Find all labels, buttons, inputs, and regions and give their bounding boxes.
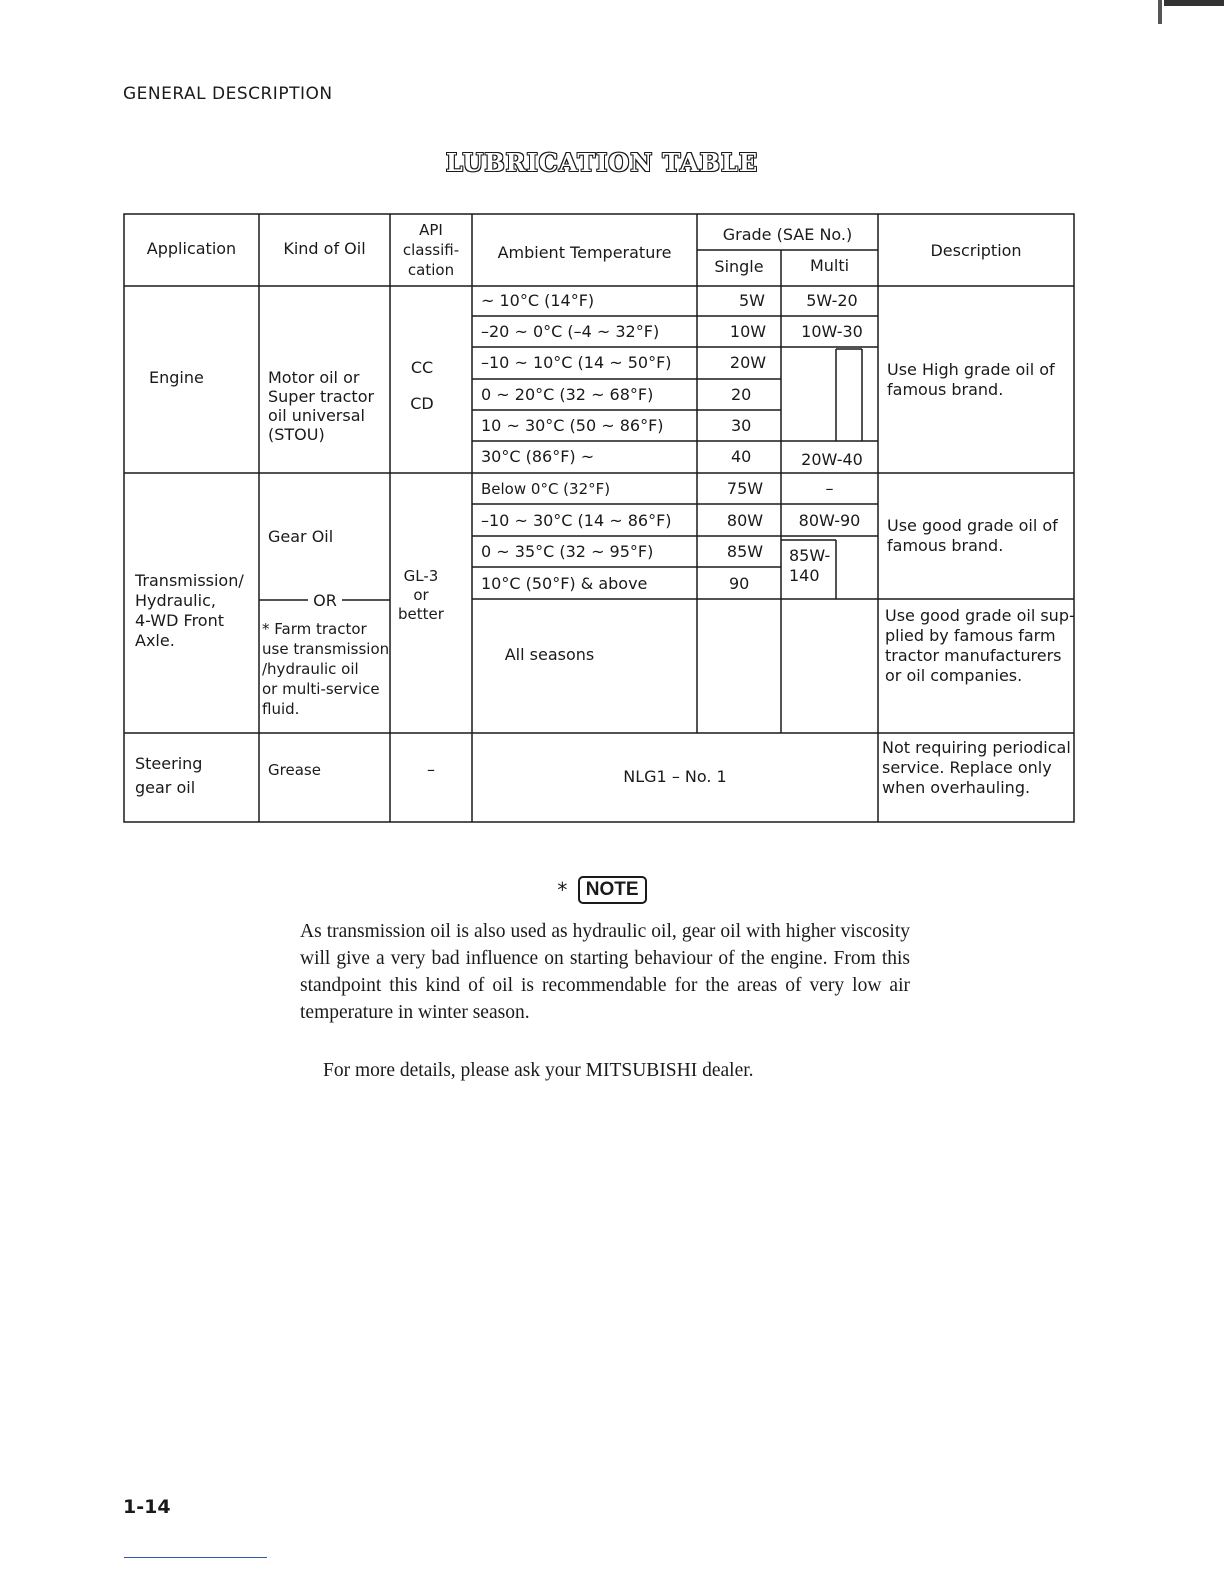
transmission-description-line: plied by famous farm [885, 626, 1056, 645]
engine-single-grade: 20 [731, 385, 752, 404]
steering-application-line: Steering [135, 754, 203, 773]
header-api-line-1: API [419, 221, 443, 239]
engine-single-grade: 40 [731, 447, 752, 466]
engine-description-line: Use High grade oil of [887, 360, 1055, 379]
header-ambient-temperature: Ambient Temperature [497, 243, 672, 262]
engine-description-line: famous brand. [887, 380, 1004, 399]
transmission-all-seasons: All seasons [504, 645, 595, 664]
transmission-single-grade: 75W [726, 479, 764, 498]
transmission-api-line: or [413, 586, 429, 604]
transmission-application-line: Axle. [135, 631, 175, 650]
engine-kind-line: (STOU) [268, 425, 325, 444]
transmission-api [390, 567, 452, 624]
transmission-kind-alt-line: /hydraulic oil [262, 660, 359, 678]
transmission-kind-alt-line: use transmission [262, 640, 390, 658]
header-api-line-3: cation [407, 261, 455, 279]
note-paragraph: As transmission oil is also used as hydraulic oil, gear oil with higher viscosity will give a very bad influence on starting behaviour of the engine. From this standpoint this kind of oil is recommendable for the areas of very low air temperature in winter season. [300, 921, 910, 1023]
engine-single-grade: 10W [729, 322, 767, 341]
transmission-temp-row: 0 ~ 35°C (32 ~ 95°F) [481, 542, 654, 561]
engine-temp-row: 30°C (86°F) ~ [481, 447, 595, 466]
engine-temp-row: 10 ~ 30°C (50 ~ 86°F) [481, 416, 664, 435]
transmission-application [135, 571, 244, 651]
transmission-description-alt [885, 606, 1075, 686]
engine-kind-line: oil universal [268, 406, 365, 425]
header-description: Description [930, 241, 1022, 260]
transmission-application-line: Hydraulic, [135, 591, 216, 610]
header-multi: Multi [809, 256, 850, 275]
transmission-description-line: Use good grade oil sup- [885, 606, 1075, 625]
steering-grade: NLG1 – No. 1 [623, 767, 727, 786]
transmission-kind-alt-line: * Farm tractor [262, 620, 367, 638]
page-number: 1-14 [123, 1496, 171, 1518]
transmission-kind-alt [262, 619, 389, 719]
transmission-kind-gear-oil: Gear Oil [268, 527, 334, 546]
engine-multi-grade: 10W-30 [801, 322, 863, 341]
section-header: GENERAL DESCRIPTION [123, 84, 333, 104]
transmission-multi-85w-line: 85W- [789, 546, 831, 565]
engine-multi-grade: 20W-40 [801, 450, 863, 469]
header-grade: Grade (SAE No.) [722, 225, 853, 244]
note-more-details: For more details, please ask your MITSUBISHI dealer. [323, 1060, 754, 1081]
engine-multi-grade: 5W-20 [806, 291, 858, 310]
steering-application [135, 752, 202, 800]
engine-kind-of-oil [268, 368, 374, 444]
header-single: Single [714, 257, 764, 276]
engine-temp-row: –10 ~ 10°C (14 ~ 50°F) [481, 353, 672, 372]
engine-application: Engine [149, 368, 204, 387]
engine-api-cd: CD [410, 394, 434, 413]
transmission-single-grade: 80W [726, 511, 764, 530]
steering-description-line: service. Replace only [882, 758, 1052, 777]
transmission-temp-row: Below 0°C (32°F) [481, 480, 611, 498]
transmission-multi-85w-140 [789, 546, 830, 586]
engine-temp-row: –20 ~ 0°C (–4 ~ 32°F) [481, 322, 660, 341]
note-label: NOTE [578, 876, 647, 904]
note-heading [0, 876, 1204, 904]
engine-temp-row: 0 ~ 20°C (32 ~ 68°F) [481, 385, 654, 404]
engine-single-grade: 20W [729, 353, 767, 372]
header-api-line-2: classifi- [402, 241, 460, 259]
footer-rule [124, 1557, 267, 1558]
engine-kind-line: Super tractor [268, 387, 375, 406]
note-star: * [557, 878, 568, 902]
transmission-description-line: famous brand. [887, 536, 1004, 555]
engine-kind-line: Motor oil or [268, 368, 360, 387]
transmission-multi-grade: 80W-90 [798, 511, 861, 530]
engine-api-cc: CC [410, 358, 434, 377]
transmission-api-line: GL-3 [403, 567, 439, 585]
steering-kind-grease: Grease [268, 761, 321, 779]
transmission-multi-85w-line: 140 [789, 566, 820, 585]
steering-api: – [427, 760, 435, 779]
transmission-kind-alt-line: or multi-service [262, 680, 380, 698]
transmission-description-line: tractor manufacturers [885, 646, 1062, 665]
steering-description-line: when overhauling. [882, 778, 1031, 797]
transmission-single-grade: 85W [726, 542, 764, 561]
transmission-kind-alt-line: fluid. [262, 700, 300, 718]
steering-description-line: Not requiring periodical [882, 738, 1071, 757]
transmission-multi-grade: – [825, 479, 834, 498]
transmission-description-line: Use good grade oil of [887, 516, 1058, 535]
engine-single-grade: 5W [739, 291, 765, 310]
transmission-application-line: 4-WD Front [135, 611, 224, 630]
transmission-description-gear [887, 516, 1058, 556]
transmission-api-line: better [398, 605, 444, 623]
steering-application-line: gear oil [135, 778, 196, 797]
steering-description [882, 738, 1071, 798]
table-title: LUBRICATION TABLE [445, 148, 759, 177]
header-api [390, 220, 472, 280]
transmission-application-line: Transmission/ [135, 571, 244, 590]
header-kind-of-oil: Kind of Oil [283, 239, 366, 258]
transmission-description-line: or oil companies. [885, 666, 1023, 685]
transmission-single-grade: 90 [729, 574, 750, 593]
transmission-kind-or: OR [313, 591, 337, 610]
engine-temp-row: ~ 10°C (14°F) [481, 291, 595, 310]
engine-single-grade: 30 [731, 416, 752, 435]
engine-description [887, 360, 1055, 400]
transmission-temp-row: 10°C (50°F) & above [481, 574, 648, 593]
header-application: Application [146, 239, 237, 258]
transmission-temp-row: –10 ~ 30°C (14 ~ 86°F) [481, 511, 672, 530]
